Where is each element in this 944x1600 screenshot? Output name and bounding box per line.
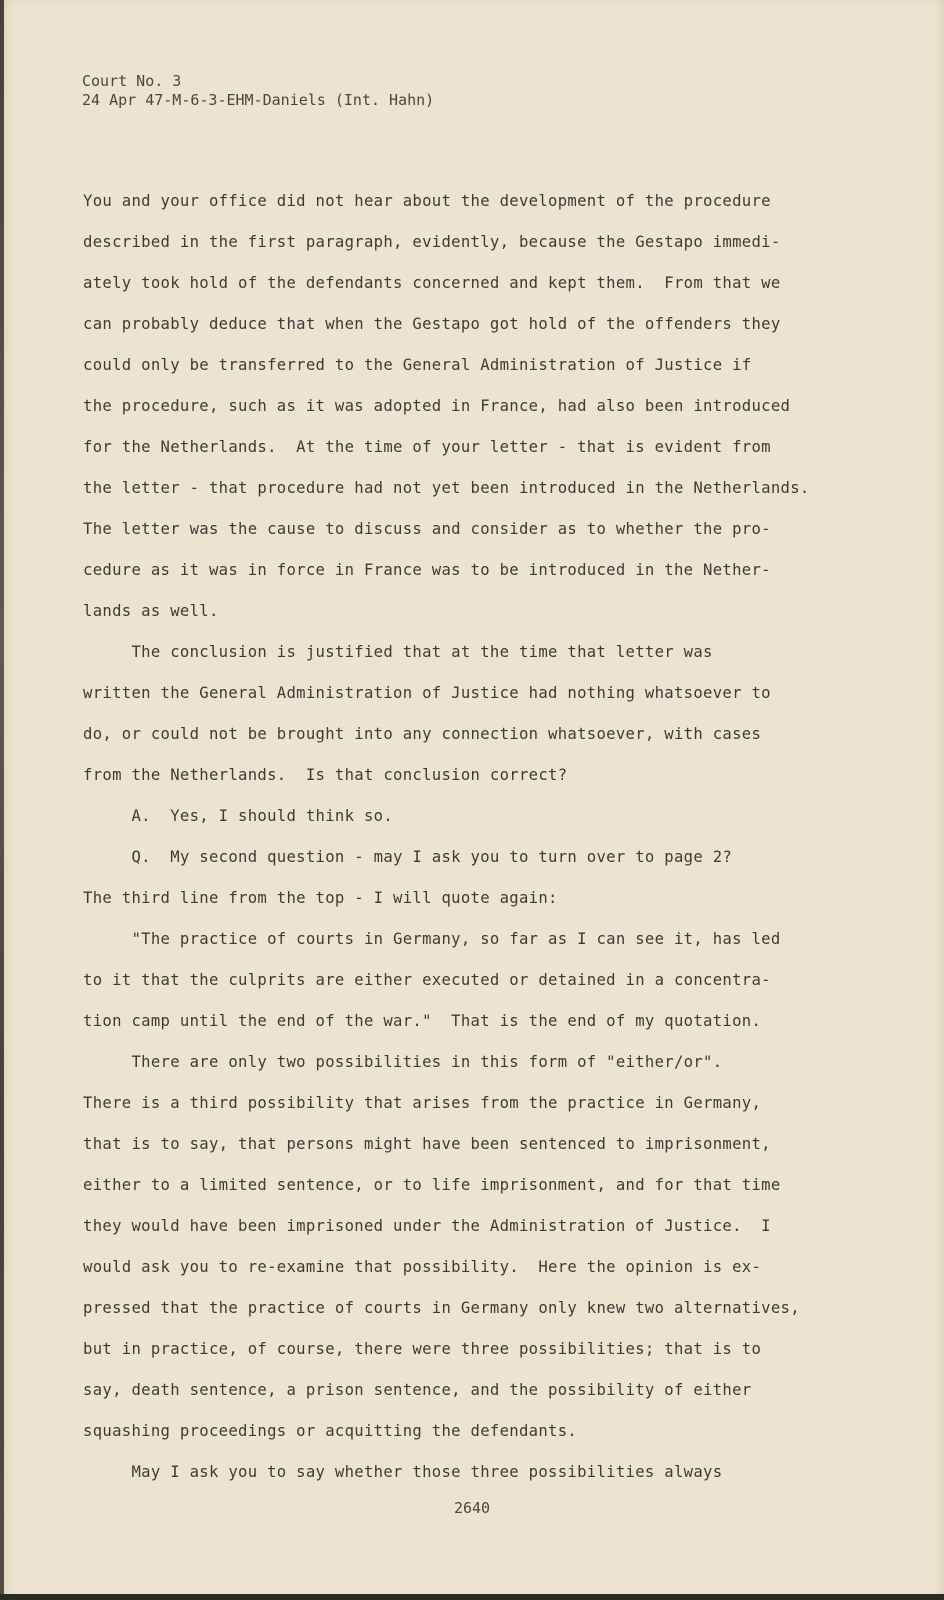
quotation-line: tion camp until the end of the war." That is the end of my quotation. — [83, 1012, 762, 1030]
page-binding-edge — [0, 0, 4, 1600]
text-line: written the General Administration of Justice had nothing whatsoever to — [83, 684, 771, 702]
transcript-header — [82, 72, 434, 110]
page-number: 2640 — [453, 1499, 491, 1517]
text-line: the procedure, such as it was adopted in France, had also been introduced — [83, 397, 791, 415]
text-line: The third line from the top - I will quote again: — [83, 889, 558, 907]
text-line: the letter - that procedure had not yet been introduced in the Netherlands. — [83, 479, 810, 497]
text-line: There is a third possibility that arises from the practice in Germany, — [83, 1094, 762, 1112]
text-line: from the Netherlands. Is that conclusion correct? — [83, 766, 568, 784]
text-line: but in practice, of course, there were three possibilities; that is to — [83, 1340, 762, 1358]
text-line: May I ask you to say whether those three possibilities always — [83, 1463, 723, 1481]
page-bottom-edge — [0, 1594, 944, 1600]
session-line: 24 Apr 47-M-6-3-EHM-Daniels (Int. Hahn) — [82, 91, 435, 109]
text-line: can probably deduce that when the Gestapo got hold of the offenders they — [83, 315, 781, 333]
text-line: cedure as it was in force in France was to be introduced in the Nether- — [83, 561, 771, 579]
quotation-line: to it that the culprits are either executed or detained in a concentra- — [83, 971, 771, 989]
text-line: pressed that the practice of courts in Germany only knew two alternatives, — [83, 1299, 800, 1317]
text-line: There are only two possibilities in this form of "either/or". — [83, 1053, 723, 1071]
text-line: do, or could not be brought into any connection whatsoever, with cases — [83, 725, 762, 743]
answer-line: A. Yes, I should think so. — [83, 807, 394, 825]
text-line: that is to say, that persons might have been sentenced to imprisonment, — [83, 1135, 771, 1153]
text-line: either to a limited sentence, or to life imprisonment, and for that time — [83, 1176, 781, 1194]
text-line: could only be transferred to the General Administration of Justice if — [83, 356, 752, 374]
text-line: You and your office did not hear about the development of the procedure — [83, 192, 771, 210]
text-line: The letter was the cause to discuss and consider as to whether the pro- — [83, 520, 771, 538]
quotation-line: "The practice of courts in Germany, so far as I can see it, has led — [83, 930, 781, 948]
text-line: lands as well. — [83, 602, 219, 620]
text-line: ately took hold of the defendants concerned and kept them. From that we — [83, 274, 781, 292]
text-line: The conclusion is justified that at the time that letter was — [83, 643, 713, 661]
court-number: Court No. 3 — [82, 72, 182, 90]
question-line: Q. My second question - may I ask you to turn over to page 2? — [83, 848, 733, 866]
text-line: they would have been imprisoned under the Administration of Justice. I — [83, 1217, 771, 1235]
text-line: would ask you to re-examine that possibility. Here the opinion is ex- — [83, 1258, 762, 1276]
text-line: described in the first paragraph, evidently, because the Gestapo immedi- — [83, 233, 781, 251]
text-line: squashing proceedings or acquitting the defendants. — [83, 1422, 578, 1440]
text-line: for the Netherlands. At the time of your letter - that is evident from — [83, 438, 771, 456]
text-line: say, death sentence, a prison sentence, and the possibility of either — [83, 1381, 752, 1399]
